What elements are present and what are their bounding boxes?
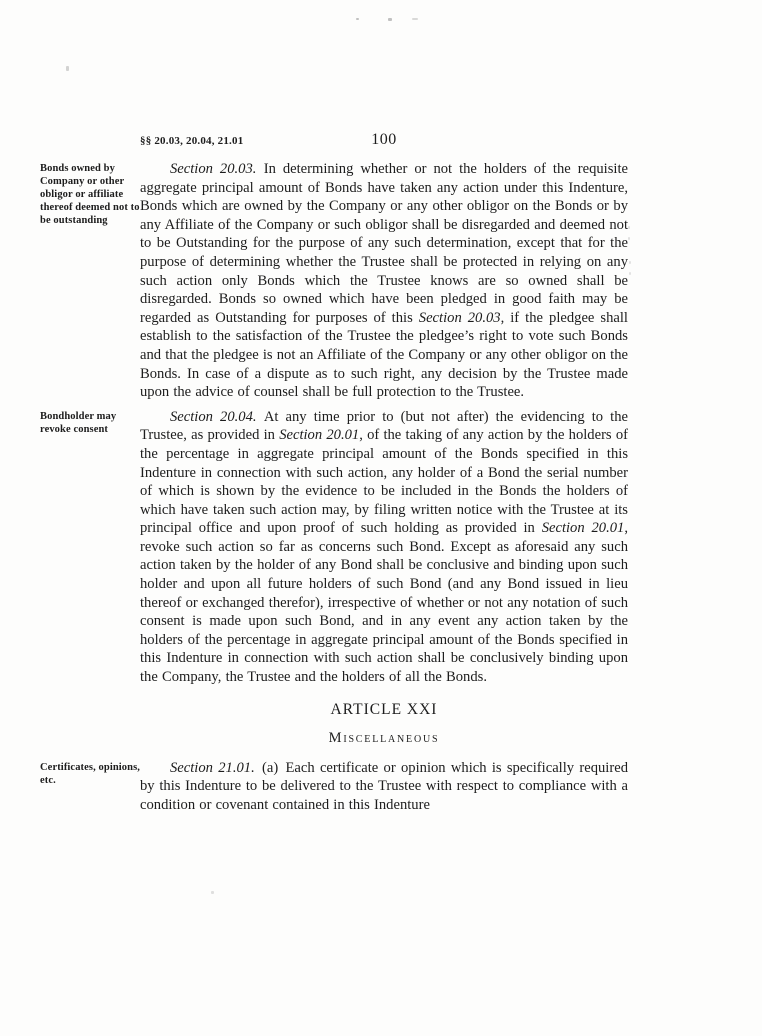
- article-heading: ARTICLE XXI: [330, 700, 438, 718]
- page-number: 100: [371, 131, 397, 148]
- section-20-04: [0, 408, 762, 687]
- paragraph-section-20-03: Section 20.03. In determining whether or not the holders of the requisite aggregate principal amount of Bonds have taken any action under this Indenture, Bonds which are owned by the Company or any other obligor on the Bonds or by any Affiliate of the Company or such obligor shall be disregarded and deemed not to be Outstanding for the purpose of any such determination, except that for the purpose of determining whether the Trustee shall be protected in relying on any such action only Bonds which the Trustee knows are so owned shall be disregarded. Bonds so owned which have been pledged in good faith may be regarded as Outstanding for purposes of this Section 20.03, if the pledgee shall establish to the satisfaction of the Trustee the pledgee’s right to vote such Bonds and that the pledgee is not an Affiliate of the Company or any other obligor on the Bonds. In case of a dispute as to such right, any decision by the Trustee made upon the advice of counsel shall be full protection to the Trustee.: [140, 161, 628, 401]
- section-20-03: [0, 160, 762, 402]
- scan-artifact: [211, 891, 214, 894]
- margin-note: Bonds owned by Company or other obligor or affiliate thereof deemed not to be outstanding: [40, 163, 140, 226]
- paragraph-section-20-04: Section 20.04. At any time prior to (but not after) the evidencing to the Trustee, as provided in Section 20.01, of the taking of any action by the holders of the percentage in aggregate principal amount of the Bonds specified in this Indenture in connection with such action, any holder of a Bond the serial number of which is shown by the evidence to be included in the Bonds the holders of which have taken such action may, by filing written notice with the Trustee at its principal office and upon proof of such holding as provided in Section 20.01, revoke such action so far as concerns such Bond. Except as aforesaid any such action taken by the holder of any Bond shall be conclusive and binding upon such holder and upon all future holders of such Bond (and any Bond issued in lieu thereof or exchanged therefor), irrespective of whether or not any notation of such consent is made upon such Bond, and in any event any action taken by the holders of the percentage in aggregate principal amount of the Bonds specified in this Indenture in connection with such action shall be conclusively binding upon the Company, the Trustee and the holders of all the Bonds.: [140, 408, 628, 686]
- scan-artifact: [356, 18, 359, 20]
- section-21-01: [0, 759, 762, 815]
- scan-artifact: [66, 66, 69, 71]
- running-section-refs: §§ 20.03, 20.04, 21.01: [140, 135, 244, 147]
- article-subheading: Miscellaneous: [328, 729, 440, 746]
- paragraph-section-21-01: Section 21.01. (a) Each certificate or opinion which is specifically required by this Indenture to be delivered to the Trustee with respect to compliance with a condition or covenant contained in this Indenture: [140, 759, 628, 813]
- margin-note: Certificates, opinions, etc.: [40, 761, 140, 786]
- margin-note: Bondholder may revoke consent: [40, 410, 117, 435]
- scan-artifact: [412, 18, 418, 20]
- page-content: [0, 160, 762, 820]
- page-header: [140, 131, 628, 151]
- scan-artifact: [388, 18, 392, 21]
